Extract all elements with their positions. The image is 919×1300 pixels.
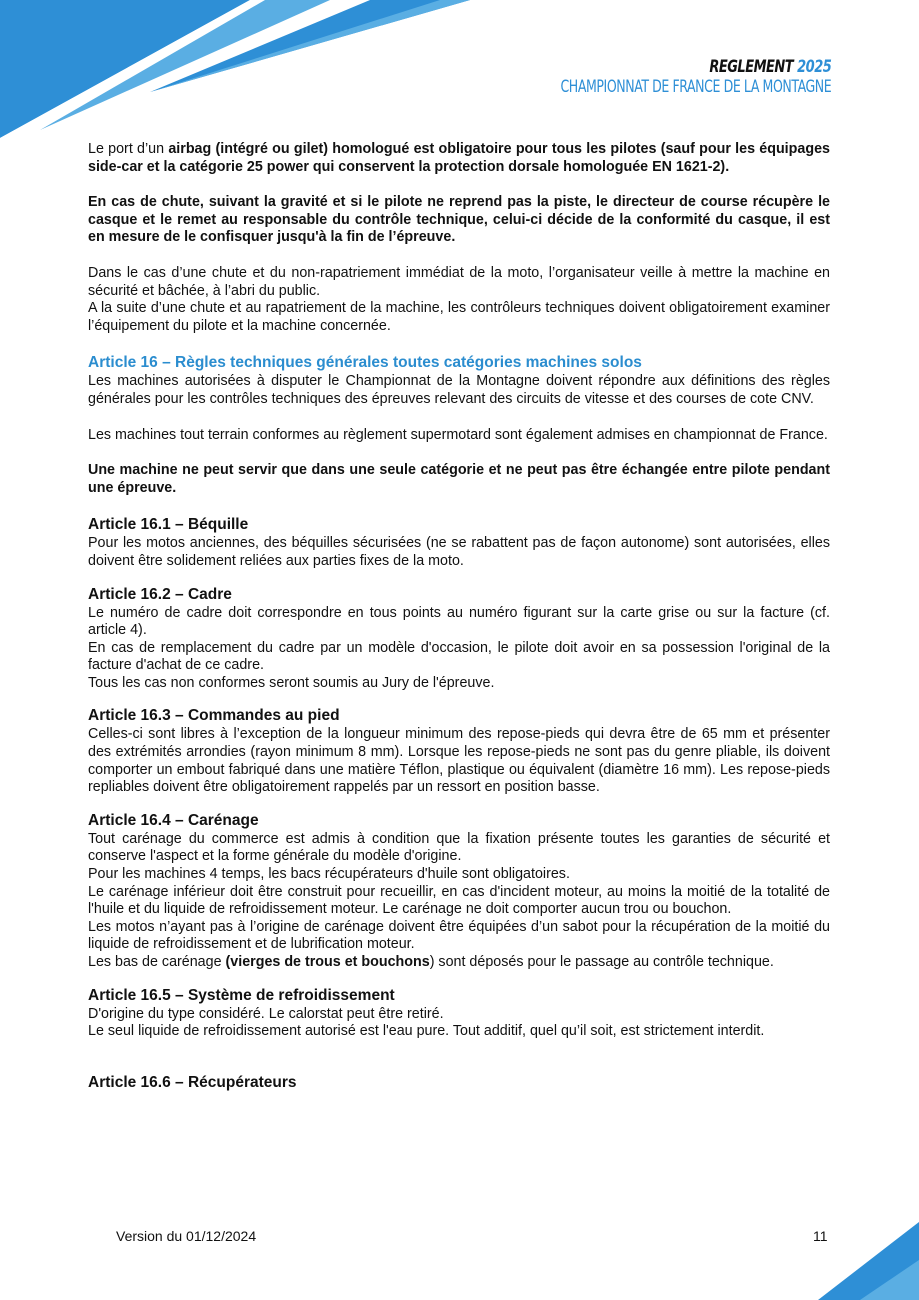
article-16-3-heading: Article 16.3 – Commandes au pied	[88, 707, 340, 725]
article-16-paragraph: Une machine ne peut servir que dans une seule catégorie et ne peut pas être échangée entre pilote pendant une épreuve.	[88, 462, 830, 496]
article-16-1-heading: Article 16.1 – Béquille	[88, 516, 249, 534]
article-16-2-paragraph: En cas de remplacement du cadre par un modèle d'occasion, le pilote doit avoir en sa possession l'original de la facture d'achat de ce cadre.	[88, 639, 830, 674]
header-subtitle: CHAMPIONNAT DE FRANCE DE LA MONTAGNE	[560, 77, 831, 97]
article-16-paragraph: Les machines autorisées à disputer le Championnat de la Montagne doivent répondre aux définitions des règles générales pour les contrôles techniques des épreuves relevant des circuits de vitesse et des courses de cote CNV.	[88, 373, 830, 407]
article-16-2-heading: Article 16.2 – Cadre	[88, 585, 232, 603]
article-16-5-heading: Article 16.5 – Système de refroidissement	[88, 986, 395, 1004]
article-16-5-paragraph: Le seul liquide de refroidissement autorisé est l'eau pure. Tout additif, quel qu’il soit, est strictement interdit.	[88, 1023, 765, 1040]
article-16-2-paragraph: Tous les cas non conformes seront soumis au Jury de l'épreuve.	[88, 674, 495, 691]
article-16-5-paragraph: D'origine du type considéré. Le calorstat peut être retiré.	[88, 1005, 444, 1022]
paragraph-repatriation: A la suite d’une chute et au rapatriement de la machine, les contrôleurs techniques doivent obligatoirement examiner l’équipement du pilote et la machine concernée.	[88, 300, 830, 334]
article-16-4-paragraph: Les bas de carénage (vierges de trous et bouchons) sont déposés pour le passage au contrôle technique.	[88, 954, 774, 970]
article-16-heading: Article 16 – Règles techniques générales toutes catégories machines solos	[88, 354, 642, 372]
paragraph-crash: Dans le cas d’une chute et du non-rapatriement immédiat de la moto, l’organisateur veille à mettre la machine en sécurité et bâchée, à l’abri du public.	[88, 264, 830, 299]
article-16-1-paragraph: Pour les motos anciennes, des béquilles sécurisées (ne se rabattent pas de façon autonome) sont autorisées, elles doivent être solidement reliées aux parties fixes de la moto.	[88, 535, 830, 569]
page-content	[88, 141, 830, 1093]
footer-page-number: 11	[813, 1228, 828, 1244]
article-16-2-paragraph: Le numéro de cadre doit correspondre en tous points au numéro figurant sur la carte grise ou sur la facture (cf. article 4).	[88, 604, 830, 639]
header-title: REGLEMENT 2025	[709, 57, 831, 77]
footer-version: Version du 01/12/2024	[116, 1228, 257, 1244]
article-16-4-heading: Article 16.4 – Carénage	[88, 811, 259, 829]
paragraph-helmet: En cas de chute, suivant la gravité et si le pilote ne reprend pas la piste, le directeur de course récupère le casque et le remet au responsable du contrôle technique, celui-ci décide de la conformité du casque, il est en mesure de le confisquer jusqu'à la fin de l’épreuve.	[88, 194, 830, 246]
article-16-3-paragraph: Celles-ci sont libres à l’exception de la longueur minimum des repose-pieds qui devra être de 65 mm et présenter des extrémités arrondies (rayon minimum 8 mm). Lorsque les repose-pieds ne sont pas du genre pliable, ils doivent comporter un embout fabriqué dans une matière Téflon, plastique ou équivalent (diamètre 16 mm). Les repose-pieds repliables doivent être obligatoirement rappelés par un ressort en position basse.	[88, 726, 830, 796]
article-16-paragraph: Les machines tout terrain conformes au règlement supermotard sont également admises en championnat de France.	[88, 426, 828, 443]
article-16-4-paragraph: Pour les machines 4 temps, les bacs récupérateurs d'huile sont obligatoires.	[88, 866, 570, 883]
article-16-4-paragraph: Tout carénage du commerce est admis à condition que la fixation présente toutes les garanties de sécurité et conserve l'aspect et la forme générale du modèle d'origine.	[88, 830, 830, 865]
header-year: 2025	[796, 57, 831, 77]
article-16-4-paragraph: Le carénage inférieur doit être construit pour recueillir, en cas d'incident moteur, au moins la moitié de la totalité de l'huile et du liquide de refroidissement moteur. Le carénage ne doit comporter aucun trou ou bouchon.	[88, 883, 830, 918]
article-16-4-paragraph: Les motos n’ayant pas à l’origine de carénage doivent être équipées d’un sabot pour la récupération de la moitié du liquide de refroidissement et de lubrification moteur.	[88, 918, 830, 953]
paragraph-airbag: Le port d’un airbag (intégré ou gilet) homologué est obligatoire pour tous les pilotes (sauf pour les équipages side-car et la catégorie 25 power qui conservent la protection dorsale homologuée EN 1621-2).	[88, 141, 830, 175]
document-header	[501, 57, 831, 97]
article-16-6-heading: Article 16.6 – Récupérateurs	[88, 1073, 297, 1091]
